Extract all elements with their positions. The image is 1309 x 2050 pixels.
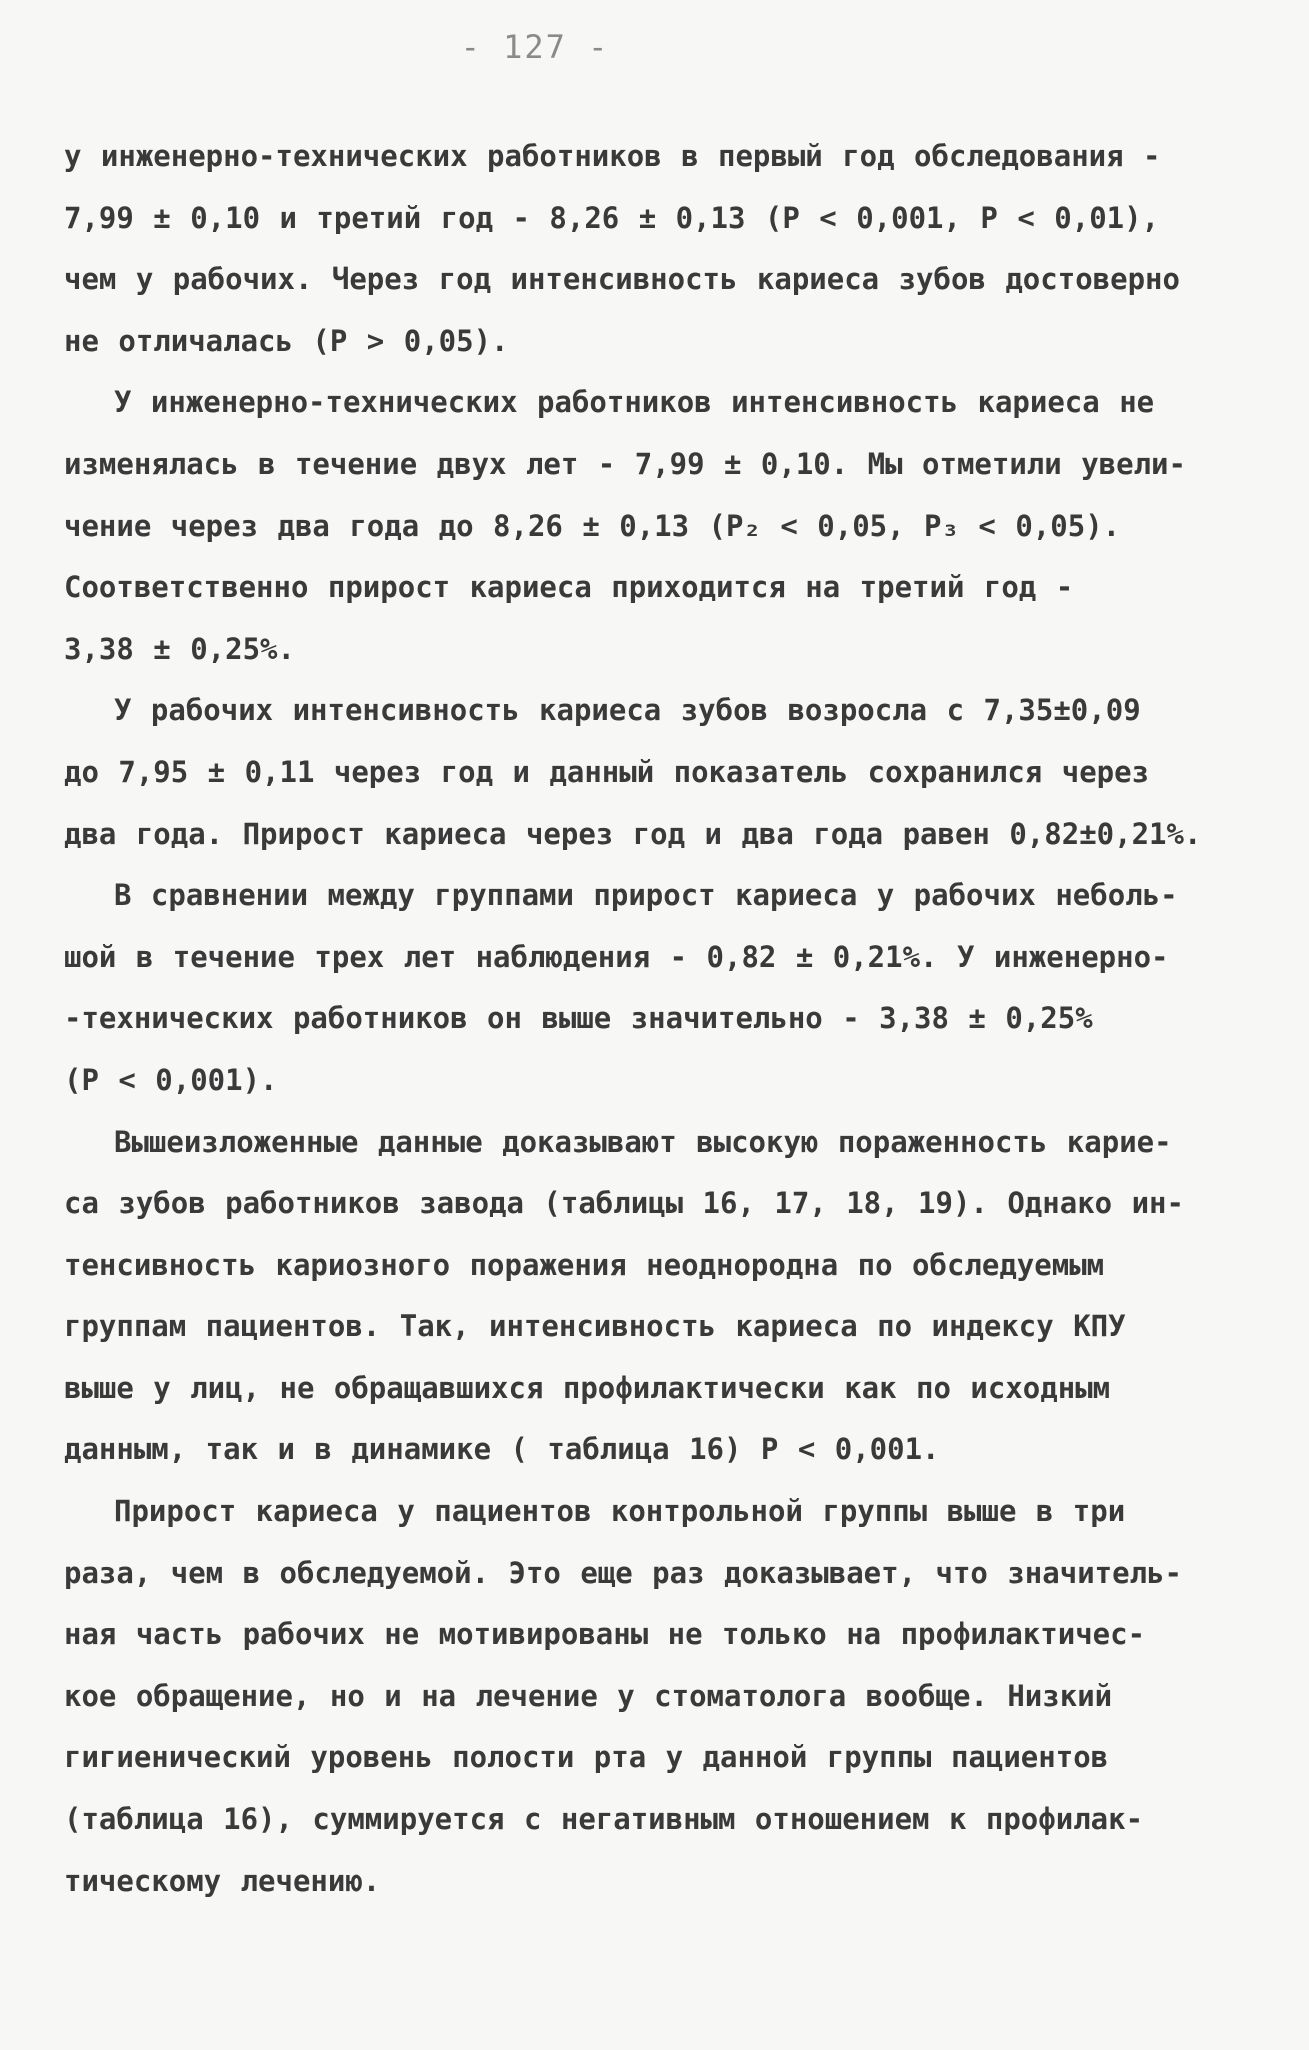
text-line: изменялась в течение двух лет - 7,99 ± 0,10. Мы отметили увели- bbox=[64, 446, 1186, 481]
text-line: не отличалась (Р > 0,05). bbox=[64, 323, 509, 358]
text-line: два года. Прирост кариеса через год и два года равен 0,82±0,21%. bbox=[64, 816, 1202, 851]
text-line: чем у рабочих. Через год интенсивность кариеса зубов достоверно bbox=[64, 262, 1180, 297]
text-line: Соответственно прирост кариеса приходится на третий год - bbox=[64, 570, 1074, 605]
paragraph-2 bbox=[64, 372, 1254, 680]
text-line: группам пациентов. Так, интенсивность кариеса по индексу КПУ bbox=[64, 1309, 1126, 1344]
text-line: (таблица 16), суммируется с негативным отношением к профилак- bbox=[64, 1802, 1144, 1837]
text-line: 7,99 ± 0,10 и третий год - 8,26 ± 0,13 (Р < 0,001, Р < 0,01), bbox=[64, 200, 1160, 235]
paragraph-1 bbox=[64, 126, 1254, 372]
paragraph-5 bbox=[64, 1112, 1254, 1482]
text-line: у инженерно-технических работников в первый год обследования - bbox=[64, 139, 1161, 173]
text-line: тенсивность кариозного поражения неоднородна по обследуемым bbox=[64, 1247, 1105, 1282]
text-line: Вышеизложенные данные доказывают высокую пораженность карие- bbox=[114, 1124, 1172, 1159]
text-line: гигиенический уровень полости рта у данной группы пациентов bbox=[64, 1740, 1109, 1775]
text-line: (Р < 0,001). bbox=[64, 1062, 278, 1097]
paragraph-4 bbox=[64, 865, 1254, 1111]
text-line: чение через два года до 8,26 ± 0,13 (Р₂ < 0,05, Р₃ < 0,05). bbox=[64, 508, 1121, 543]
text-line: данным, так и в динамике ( таблица 16) Р < 0,001. bbox=[64, 1432, 940, 1467]
text-line: Прирост кариеса у пациентов контрольной группы выше в три bbox=[114, 1494, 1126, 1529]
text-line: шой в течение трех лет наблюдения - 0,82 ± 0,21%. У инженерно- bbox=[64, 939, 1169, 974]
paragraph-3 bbox=[64, 680, 1254, 865]
text-line: тическому лечению. bbox=[64, 1863, 381, 1898]
paragraph-6 bbox=[64, 1481, 1254, 1912]
text-line: У рабочих интенсивность кариеса зубов возросла с 7,35±0,09 bbox=[114, 693, 1141, 728]
text-line: са зубов работников завода (таблицы 16, 17, 18, 19). Однако ин- bbox=[64, 1186, 1184, 1221]
text-line: В сравнении между группами прирост кариеса у рабочих неболь- bbox=[114, 878, 1178, 913]
text-line: ная часть рабочих не мотивированы не только на профилактичес- bbox=[64, 1617, 1146, 1652]
text-line: до 7,95 ± 0,11 через год и данный показатель сохранился через bbox=[64, 754, 1150, 789]
body-text bbox=[64, 126, 1254, 1912]
text-line: кое обращение, но и на лечение у стоматолога вообще. Низкий bbox=[64, 1678, 1113, 1713]
text-line: У инженерно-технических работников интенсивность кариеса не bbox=[114, 385, 1155, 420]
page-number: - 127 - bbox=[460, 28, 610, 66]
text-line: -технических работников он выше значительно - 3,38 ± 0,25% bbox=[64, 1001, 1093, 1036]
text-line: выше у лиц, не обращавшихся профилактически как по исходным bbox=[64, 1370, 1111, 1405]
text-line: 3,38 ± 0,25%. bbox=[64, 631, 295, 666]
text-line: раза, чем в обследуемой. Это еще раз доказывает, что значитель- bbox=[64, 1555, 1182, 1590]
